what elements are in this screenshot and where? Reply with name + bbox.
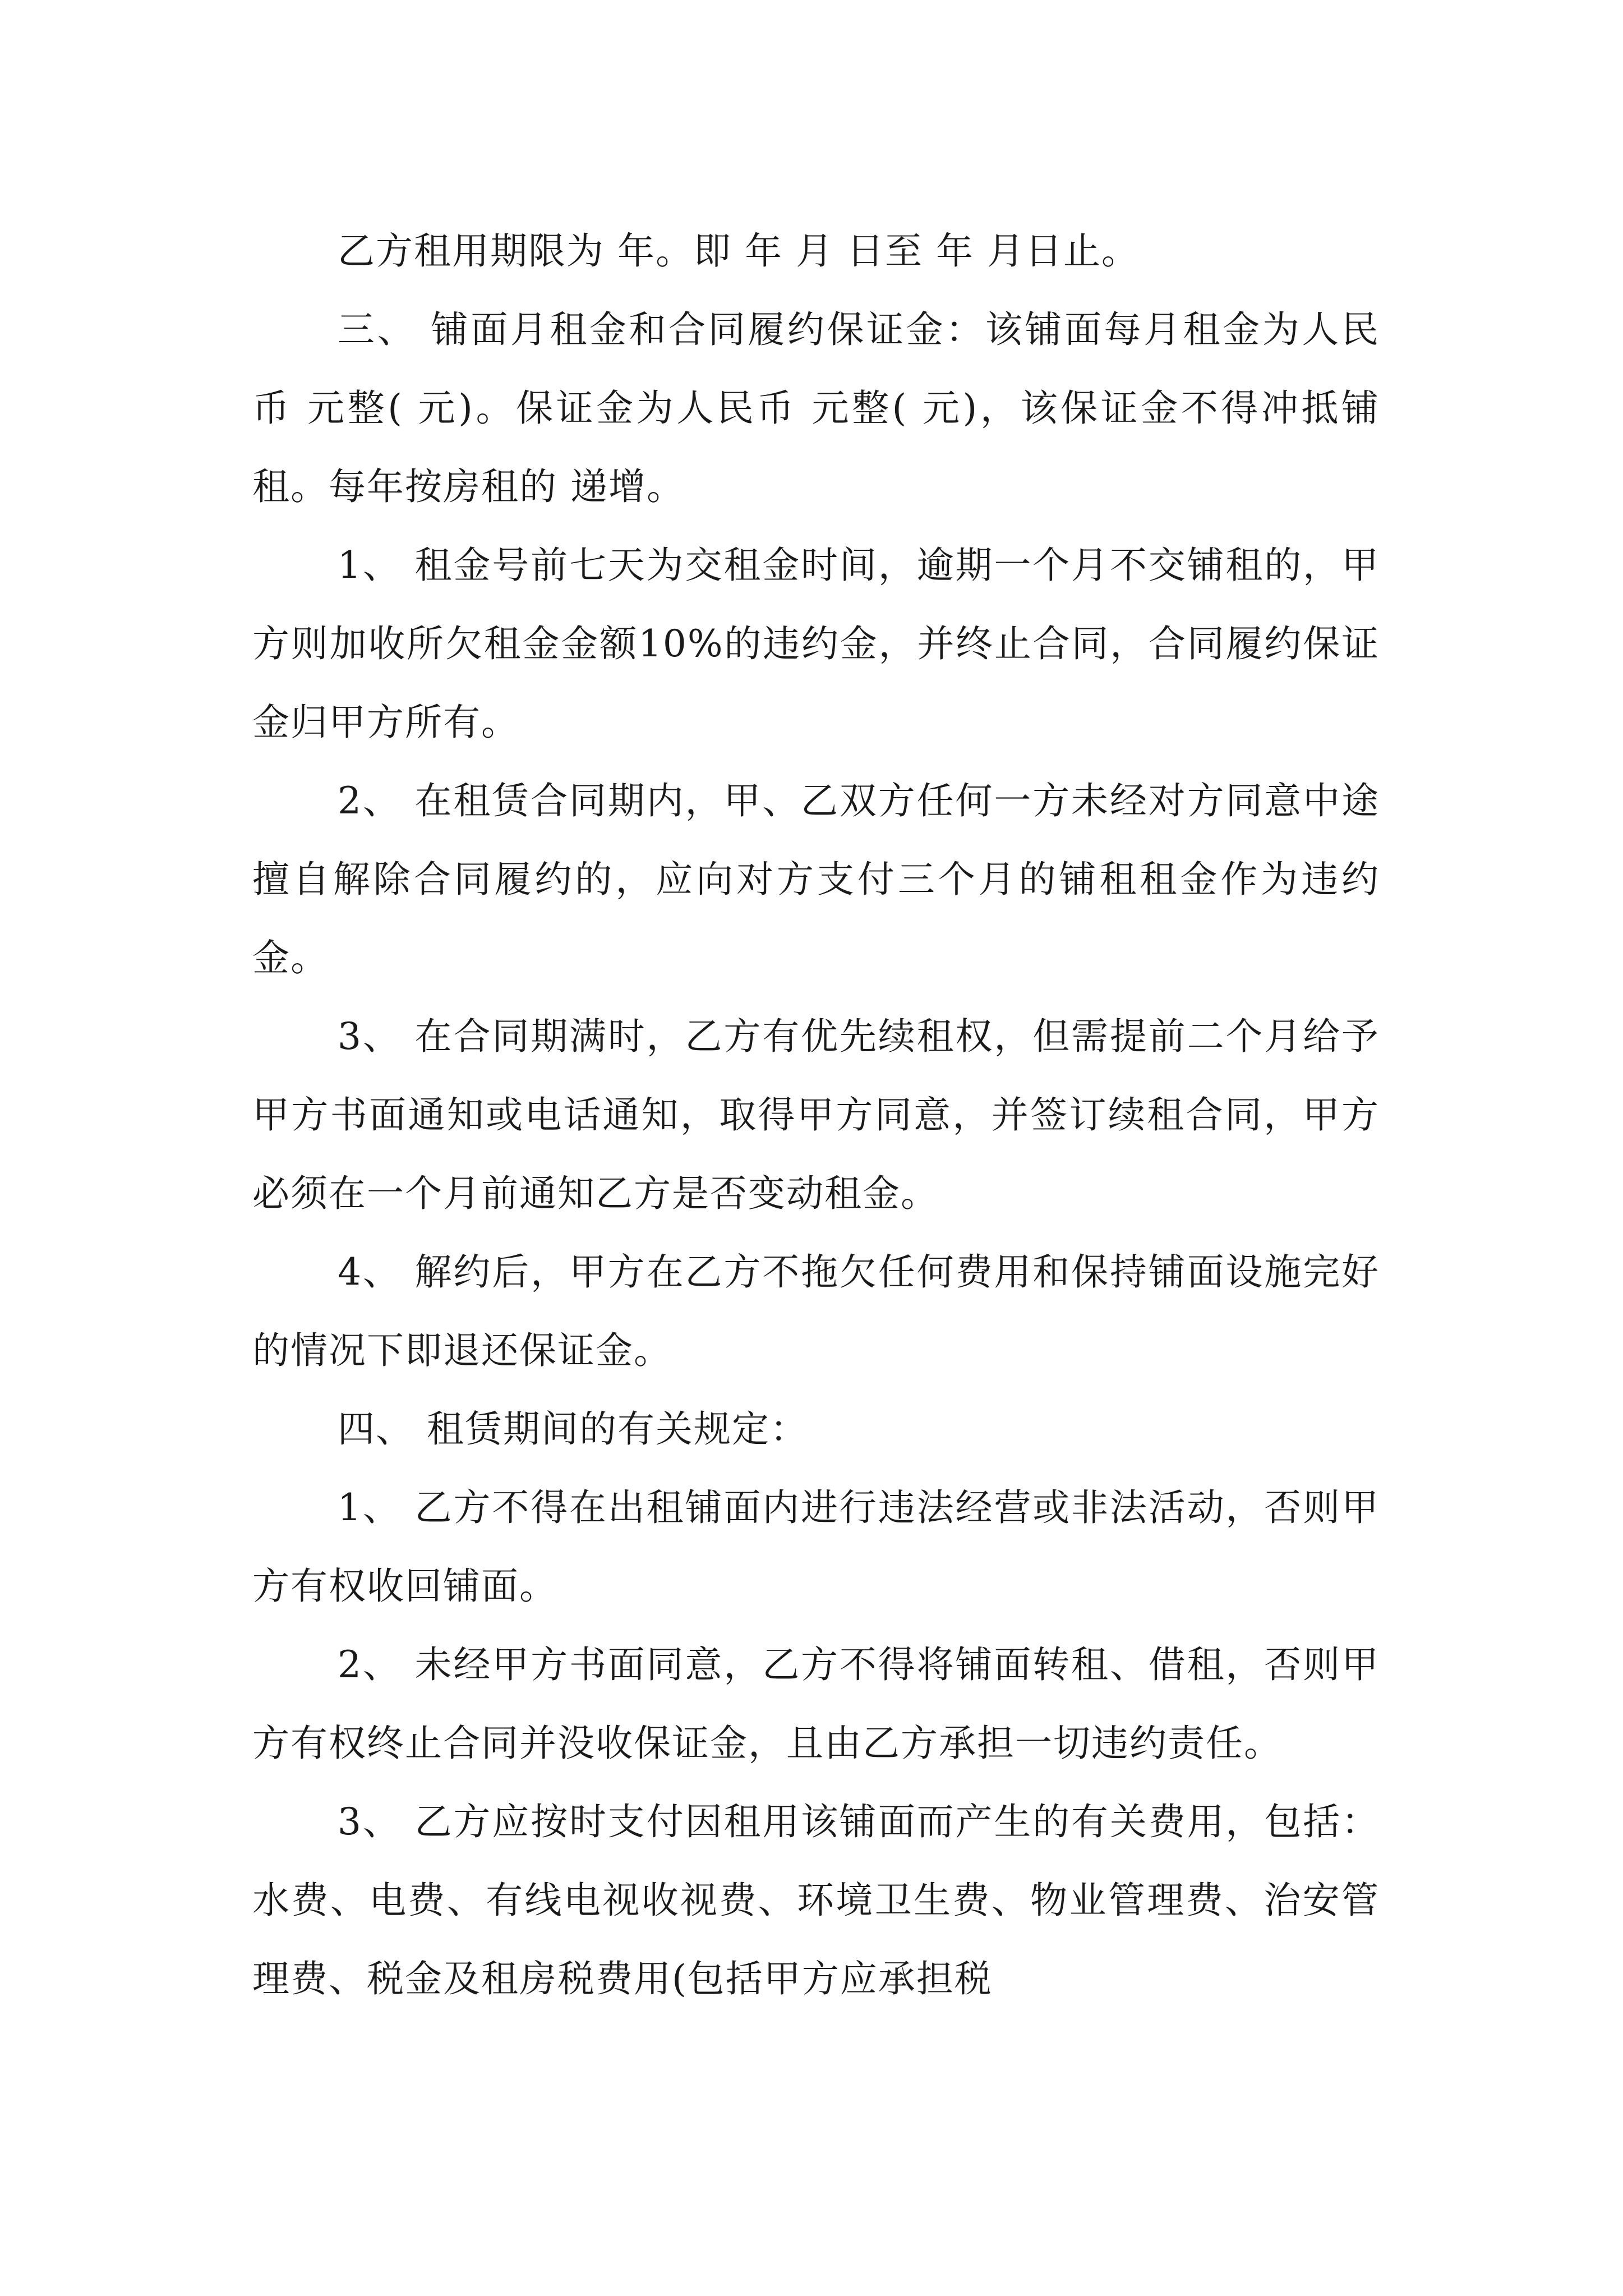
rent-deposit-section: 三、 铺面月租金和合同履约保证金：该铺面每月租金为人民币 元整( 元)。保证金为人民币 元整( 元)，该保证金不得冲抵铺租。每年按房租的 递增。: [252, 308, 1380, 508]
rent-clause-1: 1、 租金号前七天为交租金时间，逾期一个月不交铺租的，甲方则加收所欠租金金额10%的违约金，并终止合同，合同履约保证金归甲方所有。: [252, 544, 1380, 744]
rent-clause-3: 3、 在合同期满时，乙方有优先续租权，但需提前二个月给予甲方书面通知或电话通知，取得甲方同意，并签订续租合同，甲方必须在一个月前通知乙方是否变动租金。: [252, 1015, 1380, 1215]
document-body: [252, 212, 1380, 2018]
lease-term-paragraph: 乙方租用期限为 年。即 年 月 日至 年 月日止。: [338, 229, 1140, 273]
regulations-section-heading: 四、 租赁期间的有关规定：: [338, 1407, 808, 1451]
regulation-clause-3: 3、 乙方应按时支付因租用该铺面而产生的有关费用，包括：水费、电费、有线电视收视费、环境卫生费、物业管理费、治安管理费、税金及租房税费用(包括甲方应承担税: [252, 1800, 1380, 2000]
rent-clause-2: 2、 在租赁合同期内，甲、乙双方任何一方未经对方同意中途擅自解除合同履约的，应向对方支付三个月的铺租租金作为违约金。: [252, 779, 1380, 979]
regulation-clause-1: 1、 乙方不得在出租铺面内进行违法经营或非法活动，否则甲方有权收回铺面。: [252, 1486, 1380, 1608]
regulation-clause-2: 2、 未经甲方书面同意，乙方不得将铺面转租、借租，否则甲方有权终止合同并没收保证金，且由乙方承担一切违约责任。: [252, 1643, 1380, 1765]
rent-clause-4: 4、 解约后，甲方在乙方不拖欠任何费用和保持铺面设施完好的情况下即退还保证金。: [252, 1250, 1380, 1372]
